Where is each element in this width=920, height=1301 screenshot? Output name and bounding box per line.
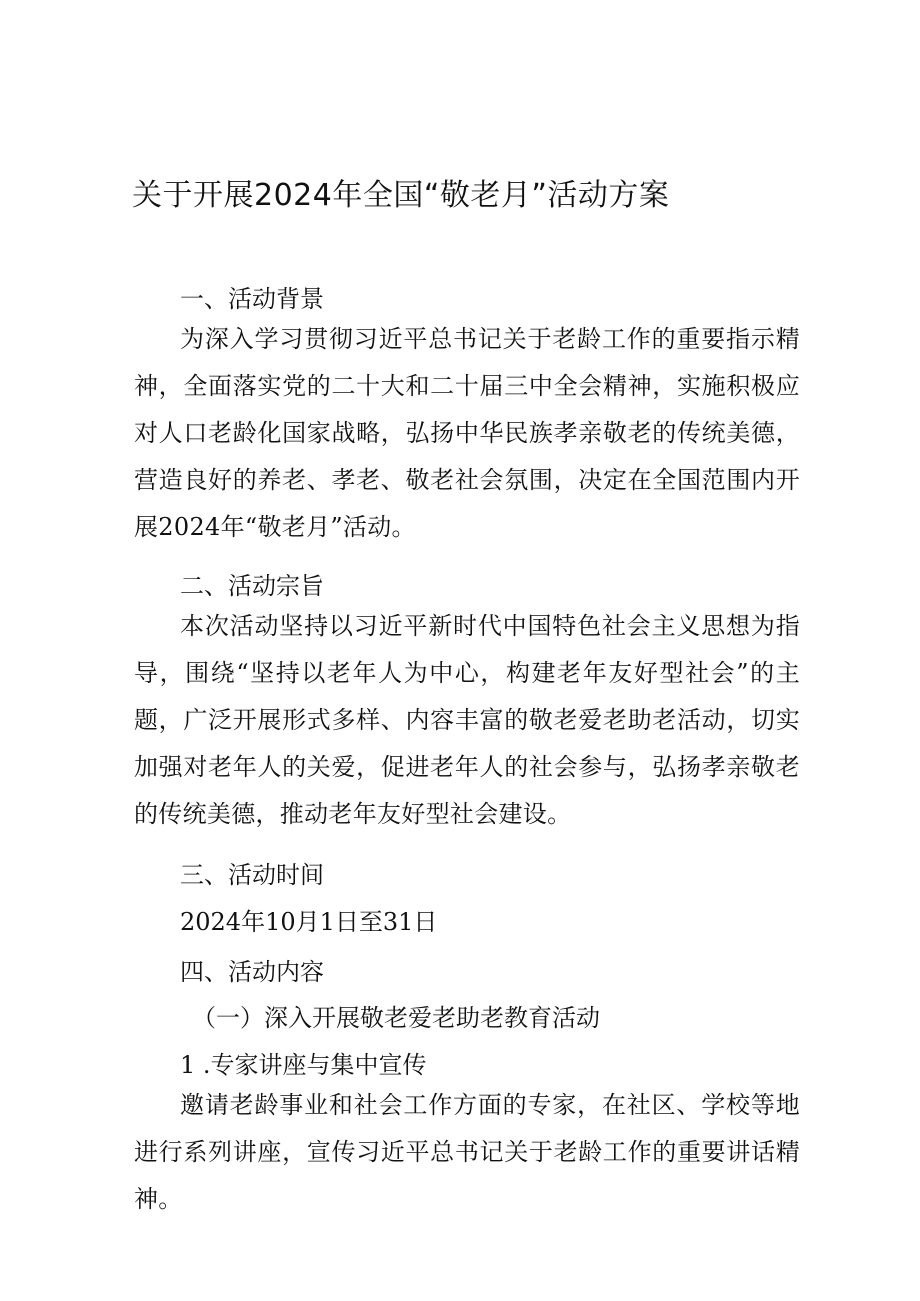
section-body-lectures: 邀请老龄事业和社会工作方面的专家，在社区、学校等地进行系列讲座，宣传习近平总书记关于老龄工作的重要讲话精神。 <box>134 1091 800 1213</box>
section-subheading-education: （一）深入开展敬老爱老助老教育活动 <box>192 1004 600 1032</box>
section-heading-content: 四、活动内容 <box>180 958 324 986</box>
section-heading-time: 三、活动时间 <box>180 861 324 889</box>
section-body-background: 为深入学习贯彻习近平总书记关于老龄工作的重要指示精神，全面落实党的二十大和二十届三中全会精神，实施积极应对人口老龄化国家战略，弘扬中华民族孝亲敬老的传统美德，营造良好的养老、孝老、敬老社会氛围，决定在全国范围内开展2024年“敬老月”活动。 <box>134 325 800 541</box>
section-body-time: 2024年10月1日至31日 <box>180 908 438 936</box>
section-heading-background: 一、活动背景 <box>180 285 324 313</box>
section-heading-purpose: 二、活动宗旨 <box>180 572 324 600</box>
section-item-lectures: 1 .专家讲座与集中宣传 <box>180 1051 427 1079</box>
section-body-purpose: 本次活动坚持以习近平新时代中国特色社会主义思想为指导，围绕“坚持以老年人为中心，构建老年友好型社会”的主题，广泛开展形式多样、内容丰富的敬老爱老助老活动，切实加强对老年人的关爱，促进老年人的社会参与，弘扬孝亲敬老的传统美德，推动老年友好型社会建设。 <box>134 612 800 828</box>
document-title: 关于开展2024年全国“敬老月”活动方案 <box>132 178 670 213</box>
